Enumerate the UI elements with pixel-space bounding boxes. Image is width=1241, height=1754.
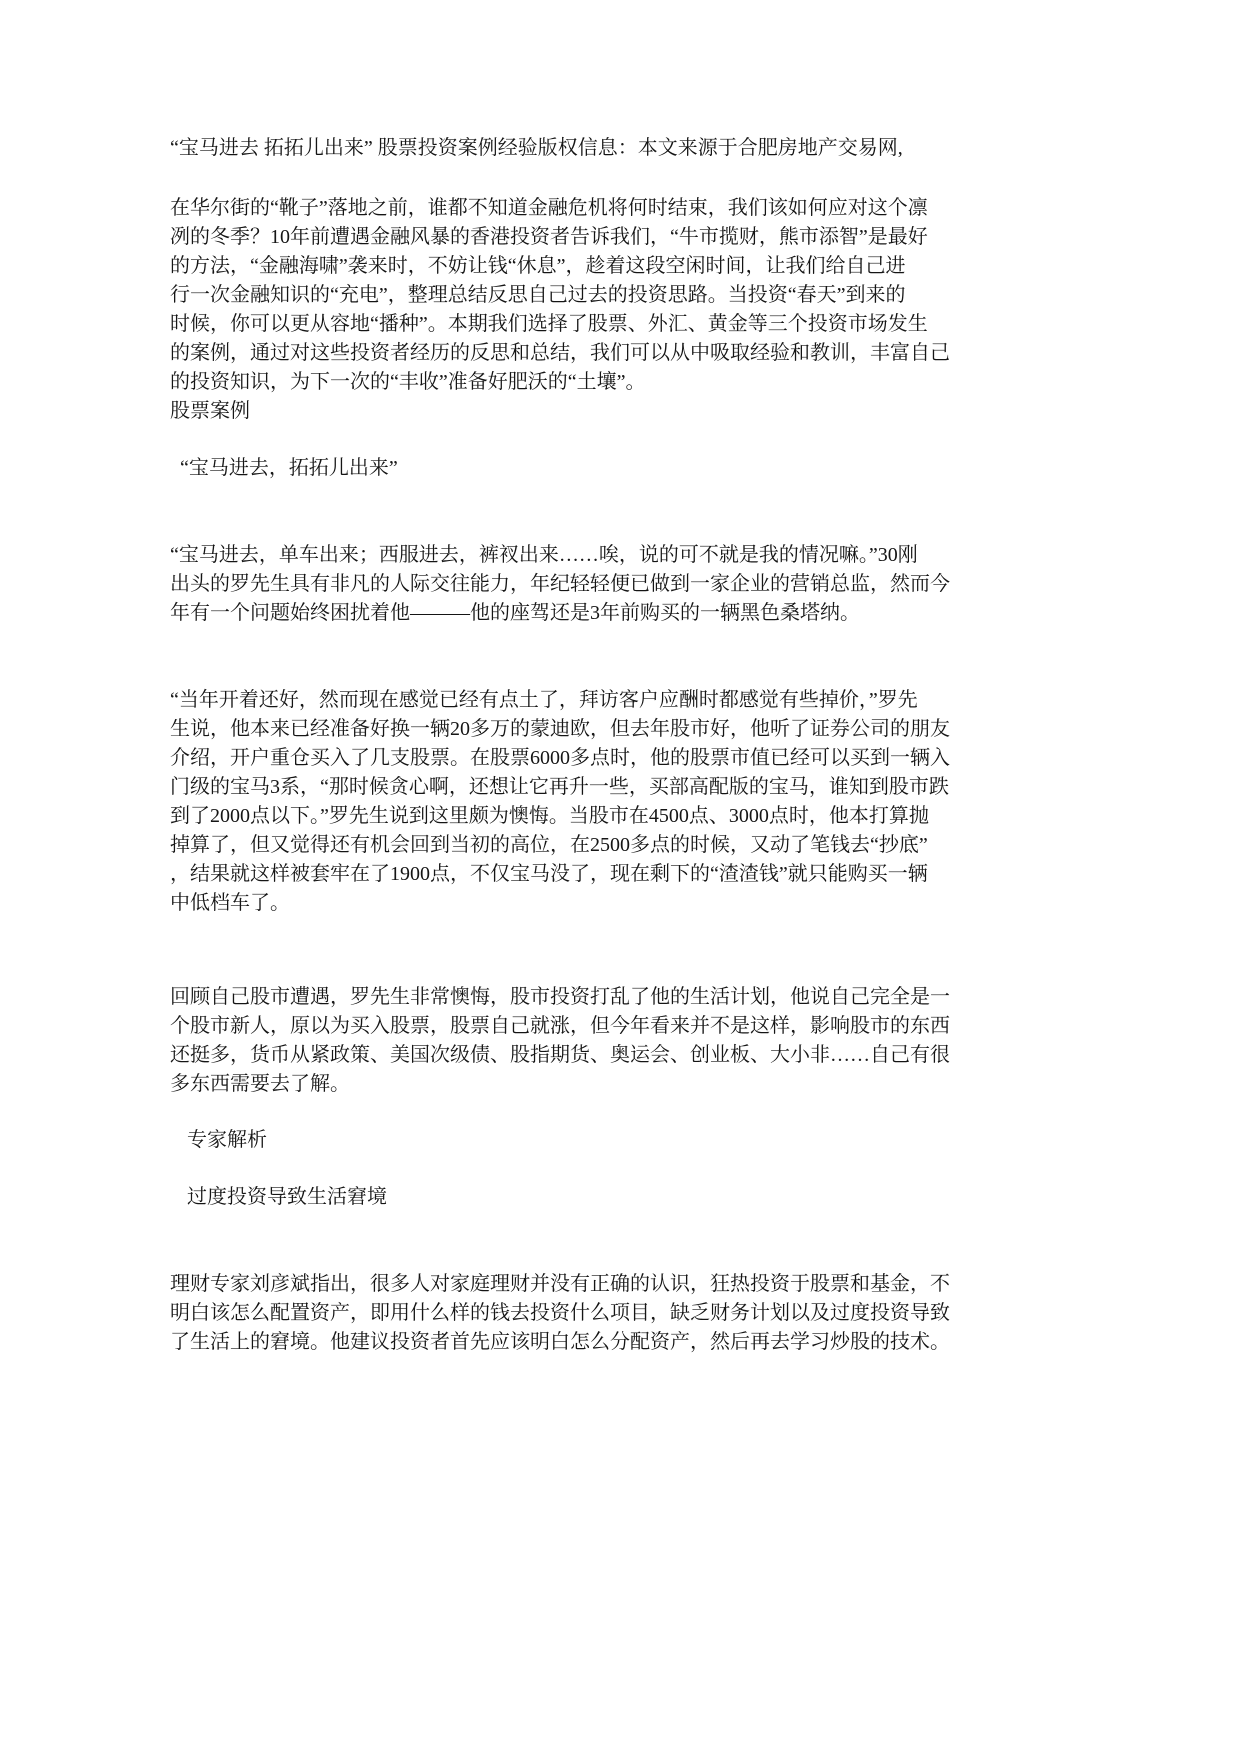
paragraph-line: 到了2000点以下。”罗先生说到这里颇为懊悔。当股市在4500点、3000点时，他本打算抛	[170, 805, 929, 827]
paragraph-line: 回顾自己股市遭遇，罗先生非常懊悔，股市投资打乱了他的生活计划，他说自己完全是一	[170, 986, 950, 1008]
case-title: “宝马进去，拓拓儿出来”	[180, 457, 398, 479]
expert-heading: 专家解析	[187, 1129, 267, 1151]
paragraph-line: 掉算了，但又觉得还有机会回到当初的高位，在2500多点的时候，又动了笔钱去“抄底”	[170, 834, 928, 856]
paragraph-line: 明白该怎么配置资产，即用什么样的钱去投资什么项目，缺乏财务计划以及过度投资导致	[170, 1302, 950, 1324]
paragraph-line: 的案例，通过对这些投资者经历的反思和总结，我们可以从中吸取经验和教训，丰富自己	[170, 342, 950, 364]
paragraph-line: 出头的罗先生具有非凡的人际交往能力，年纪轻轻便已做到一家企业的营销总监，然而今	[170, 573, 950, 595]
paragraph-line: “当年开着还好，然而现在感觉已经有点土了，拜访客户应酬时都感觉有些掉价，”罗先	[170, 689, 918, 711]
paragraph-line: 理财专家刘彦斌指出，很多人对家庭理财并没有正确的认识，狂热投资于股票和基金，不	[170, 1273, 950, 1295]
document-header: “宝马进去 拓拓儿出来” 股票投资案例经验版权信息：本文来源于合肥房地产交易网,	[170, 137, 903, 159]
section-title: 股票案例	[170, 400, 250, 422]
paragraph-line: 的投资知识，为下一次的“丰收”准备好肥沃的“土壤”。	[170, 371, 646, 393]
paragraph-line: 生说，他本来已经准备好换一辆20多万的蒙迪欧，但去年股市好，他听了证券公司的朋友	[170, 718, 950, 740]
paragraph-line: ，结果就这样被套牢在了1900点，不仅宝马没了，现在剩下的“渣渣钱”就只能购买一辆	[170, 863, 928, 885]
paragraph-line: 还挺多，货币从紧政策、美国次级债、股指期货、奥运会、创业板、大小非……自己有很	[170, 1044, 950, 1066]
paragraph-line: 门级的宝马3系，“那时候贪心啊，还想让它再升一些，买部高配版的宝马，谁知到股市跌	[170, 776, 949, 798]
paragraph-line: 了生活上的窘境。他建议投资者首先应该明白怎么分配资产，然后再去学习炒股的技术。	[170, 1331, 950, 1353]
paragraph-line: 时候，你可以更从容地“播种”。本期我们选择了股票、外汇、黄金等三个投资市场发生	[170, 313, 928, 335]
paragraph-line: 多东西需要去了解。	[170, 1073, 350, 1095]
paragraph-line: 的方法，“金融海啸”袭来时，不妨让钱“休息”，趁着这段空闲时间，让我们给自己进	[170, 255, 906, 277]
paragraph-line: 中低档车了。	[170, 892, 290, 914]
expert-subheading: 过度投资导致生活窘境	[187, 1186, 387, 1208]
paragraph-line: 个股市新人，原以为买入股票，股票自己就涨，但今年看来并不是这样，影响股市的东西	[170, 1015, 950, 1037]
paragraph-line: “宝马进去，单车出来；西服进去，裤衩出来……唉，说的可不就是我的情况嘛。”30刚	[170, 544, 918, 566]
paragraph-line: 冽的冬季？10年前遭遇金融风暴的香港投资者告诉我们，“牛市揽财，熊市添智”是最好	[170, 226, 928, 248]
paragraph-line: 行一次金融知识的“充电”，整理总结反思自己过去的投资思路。当投资“春天”到来的	[170, 284, 906, 306]
paragraph-line: 介绍，开户重仓买入了几支股票。在股票6000多点时，他的股票市值已经可以买到一辆入	[170, 747, 950, 769]
paragraph-line: 年有一个问题始终困扰着他———他的座驾还是3年前购买的一辆黑色桑塔纳。	[170, 602, 860, 624]
paragraph-line: 在华尔街的“靴子”落地之前，谁都不知道金融危机将何时结束，我们该如何应对这个凛	[170, 197, 928, 219]
